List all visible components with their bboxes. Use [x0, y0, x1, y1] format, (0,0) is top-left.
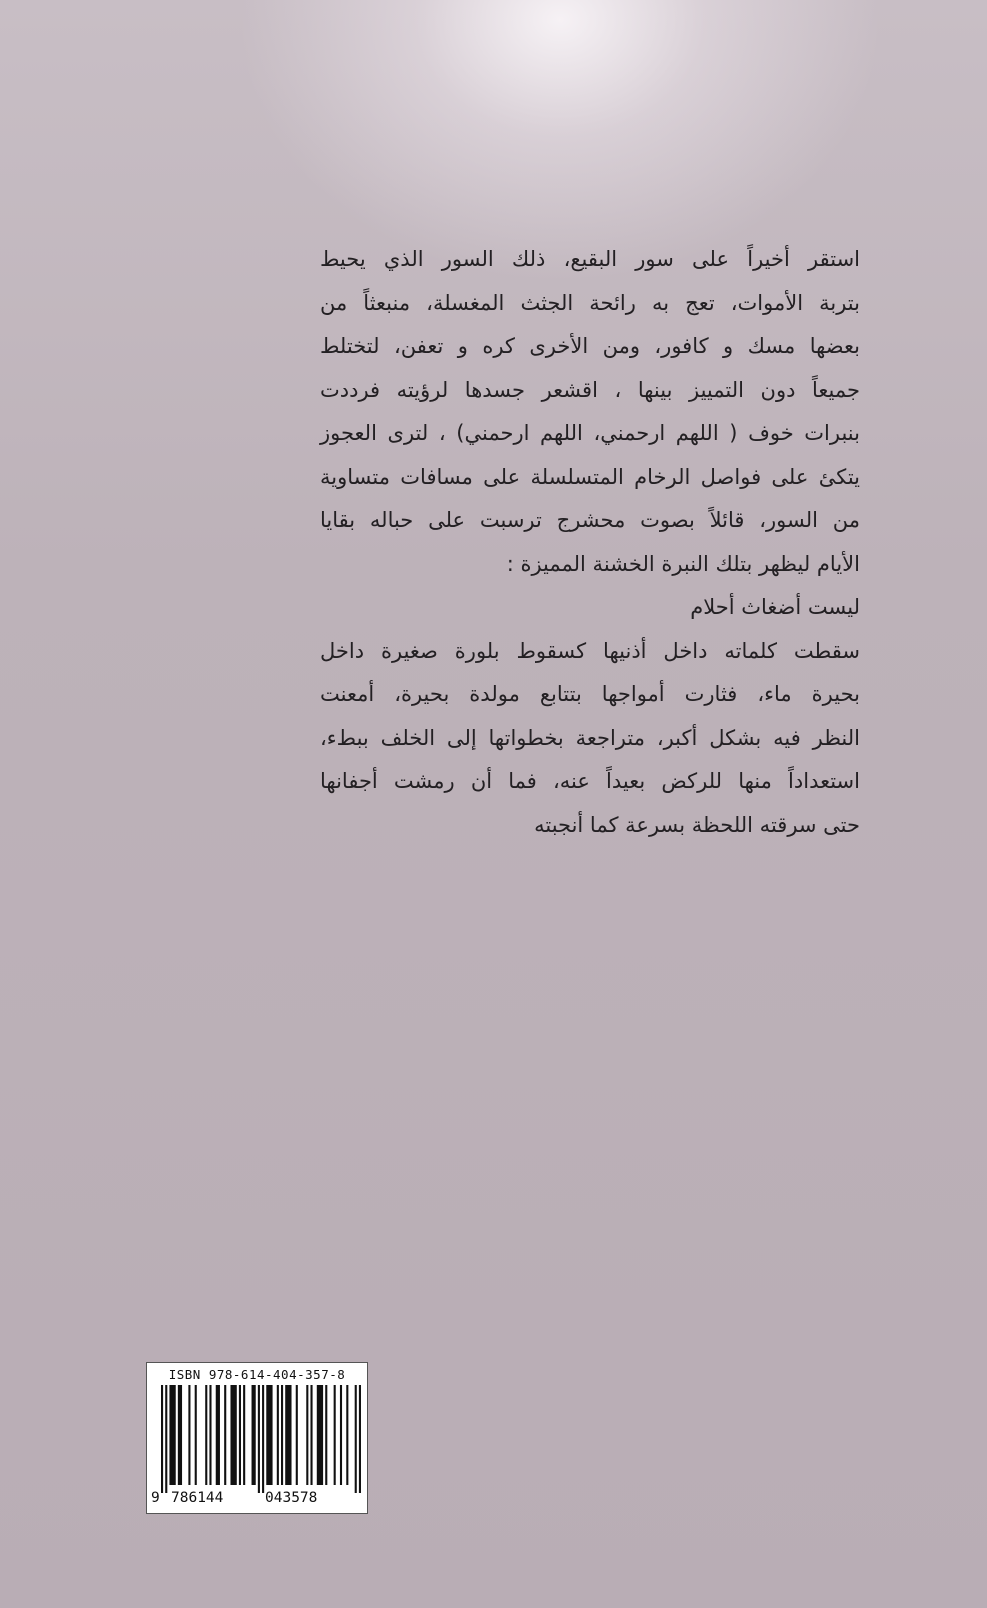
barcode-bar — [296, 1385, 298, 1485]
barcode-bar — [205, 1385, 207, 1485]
barcode-bars — [161, 1385, 361, 1493]
blurb-line: استعداداً منها للركض بعيداً عنه، فما أن رمشت أجفانها — [320, 769, 860, 793]
barcode-guard-bar — [355, 1385, 357, 1493]
blurb-line: ليست أضغاث أحلام — [690, 595, 860, 619]
barcode-digit-group-right: 043578 — [265, 1490, 318, 1506]
barcode-bar — [306, 1385, 308, 1485]
barcode-bar — [277, 1385, 279, 1485]
barcode-bar — [252, 1385, 256, 1485]
barcode-guard-bar — [161, 1385, 163, 1493]
isbn-barcode — [146, 1362, 368, 1514]
barcode-bar — [243, 1385, 245, 1485]
barcode-bar — [266, 1385, 272, 1485]
blurb-line: النظر فيه بشكل أكبر، متراجعة بخطواتها إلى الخلف ببطء، — [320, 725, 860, 750]
back-cover-blurb — [320, 238, 860, 847]
barcode-bar — [334, 1385, 336, 1485]
barcode-bar — [346, 1385, 348, 1485]
barcode-bar — [285, 1385, 291, 1485]
barcode-guard-bar — [165, 1385, 167, 1493]
barcode-bar — [340, 1385, 342, 1485]
isbn-label: ISBN 978-614-404-357-8 — [168, 1367, 346, 1382]
barcode-bar — [325, 1385, 327, 1485]
blurb-line: الأيام ليظهر بتلك النبرة الخشنة المميزة : — [506, 551, 860, 576]
blurb-line: من السور، قائلاً بصوت محشرج ترسبت على حباله بقايا — [320, 508, 860, 532]
barcode-bar — [230, 1385, 236, 1485]
barcode-bar — [224, 1385, 226, 1485]
blurb-line: استقر أخيراً على سور البقيع، ذلك السور الذي يحيط — [320, 247, 860, 271]
blurb-line: سقطت كلماته داخل أذنيها كسقوط بلورة صغيرة داخل — [320, 638, 860, 663]
barcode-bar — [310, 1385, 312, 1485]
barcode-bar — [317, 1385, 323, 1485]
barcode-digit-group-left: 786144 — [171, 1490, 224, 1506]
blurb-line: يتكئ على فواصل الرخام المتسلسلة على مسافات متساوية — [320, 464, 860, 489]
blurb-line: بنبرات خوف ( اللهم ارحمني، اللهم ارحمني) ، لترى العجوز — [320, 421, 860, 445]
barcode-bar — [281, 1385, 283, 1485]
blurb-line: بحيرة ماء، فثارت أمواجها بتتابع مولدة بحيرة، أمعنت — [320, 682, 860, 706]
barcode-guard-bar — [262, 1385, 264, 1493]
barcode-digit-group-first: 9 — [151, 1490, 160, 1506]
blurb-paragraph-1 — [320, 238, 860, 630]
barcode-guard-bar — [359, 1385, 361, 1493]
barcode-bar — [195, 1385, 197, 1485]
blurb-line: جميعاً دون التمييز بينها ، اقشعر جسدها لرؤيته فرددت — [320, 377, 860, 402]
blurb-paragraph-2 — [320, 630, 860, 848]
blurb-line: بعضها مسك و كافور، ومن الأخرى كره و تعفن، لتختلط — [320, 334, 860, 358]
barcode-bar — [209, 1385, 211, 1485]
blurb-line: بتربة الأموات، تعج به رائحة الجثث المغسلة، منبعثاً من — [320, 290, 860, 315]
blurb-line: حتى سرقته اللحظة بسرعة كما أنجبته — [534, 812, 860, 837]
barcode-bar — [178, 1385, 182, 1485]
barcode-digits — [147, 1490, 367, 1510]
barcode-guard-bar — [258, 1385, 260, 1493]
barcode-bar — [188, 1385, 190, 1485]
barcode-bar — [239, 1385, 241, 1485]
barcode-bar — [216, 1385, 220, 1485]
barcode-bar — [169, 1385, 175, 1485]
